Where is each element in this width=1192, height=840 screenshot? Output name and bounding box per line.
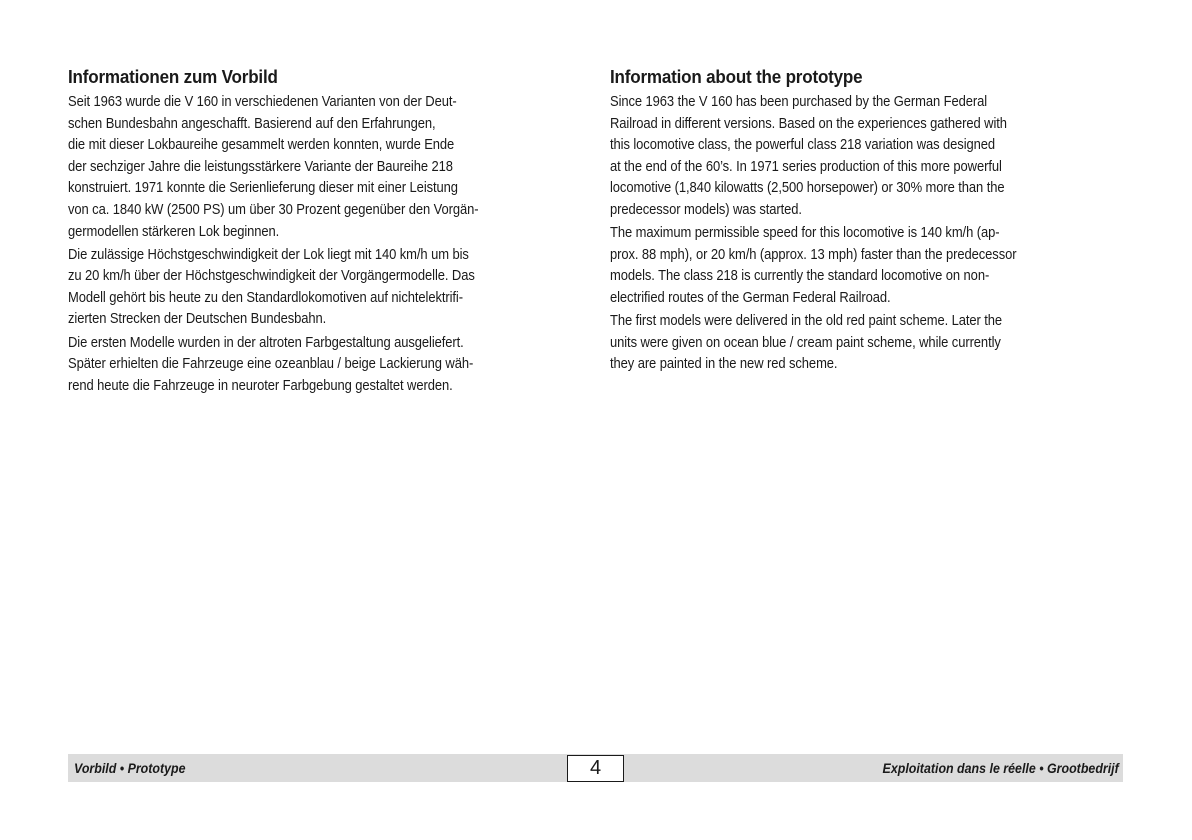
text-line: Die zulässige Höchstgeschwindigkeit der Lok liegt mit 140 km/h um bis <box>68 245 469 263</box>
english-column <box>610 64 1120 375</box>
text-line: locomotive (1,840 kilowatts (2,500 horsepower) or 30% more than the <box>610 179 1005 197</box>
text-line: der sechziger Jahre die leistungsstärkere Variante der Baureihe 218 <box>68 157 453 175</box>
german-paragraph-3 <box>68 332 584 397</box>
text-line: at the end of the 60’s. In 1971 series production of this more powerful <box>610 157 1002 175</box>
text-line: zierten Strecken der Deutschen Bundesbahn. <box>68 310 327 328</box>
text-line: Since 1963 the V 160 has been purchased by the German Federal <box>610 93 988 110</box>
text-line: Später erhielten die Fahrzeuge eine ozeanblau / beige Lackierung wäh- <box>68 355 474 373</box>
text-line: they are painted in the new red scheme. <box>610 355 838 373</box>
text-line: Seit 1963 wurde die V 160 in verschiedenen Varianten von der Deut- <box>68 93 457 110</box>
english-paragraph-3 <box>610 310 1120 375</box>
text-line: this locomotive class, the powerful class 218 variation was designed <box>610 136 996 154</box>
english-paragraph-1 <box>610 91 1120 221</box>
german-column <box>68 64 584 396</box>
text-line: konstruiert. 1971 konnte die Serienlieferung dieser mit einer Leistung <box>68 179 458 197</box>
text-line: The maximum permissible speed for this locomotive is 140 km/h (ap- <box>610 224 1000 242</box>
text-line: units were given on ocean blue / cream paint scheme, while currently <box>610 333 1001 351</box>
text-line: zu 20 km/h über der Höchstgeschwindigkeit der Vorgängermodelle. Das <box>68 267 475 285</box>
text-line: rend heute die Fahrzeuge in neuroter Farbgebung gestaltet werden. <box>68 376 453 394</box>
text-line: Railroad in different versions. Based on the experiences gathered with <box>610 114 1007 132</box>
german-paragraph-2 <box>68 244 584 330</box>
text-line: The first models were delivered in the old red paint scheme. Later the <box>610 311 1003 329</box>
text-line: germodellen stärkeren Lok beginnen. <box>68 222 280 240</box>
text-line: predecessor models) was started. <box>610 200 802 218</box>
text-line: von ca. 1840 kW (2500 PS) um über 30 Prozent gegenüber den Vorgän- <box>68 200 479 218</box>
text-line: electrified routes of the German Federal Railroad. <box>610 288 891 306</box>
text-line: schen Bundesbahn angeschafft. Basierend auf den Erfahrungen, <box>68 114 436 132</box>
german-heading: Informationen zum Vorbild <box>68 66 278 87</box>
text-line: die mit dieser Lokbaureihe gesammelt werden konnten, wurde Ende <box>68 136 455 154</box>
english-paragraph-2 <box>610 222 1120 308</box>
text-line: Modell gehört bis heute zu den Standardlokomotiven auf nichtelektrifi- <box>68 288 463 306</box>
text-line: Die ersten Modelle wurden in der altroten Farbgestaltung ausgeliefert. <box>68 333 464 351</box>
text-line: models. The class 218 is currently the standard locomotive on non- <box>610 267 990 285</box>
german-paragraph-1 <box>68 91 584 242</box>
english-heading: Information about the prototype <box>610 66 863 87</box>
page-number: 4 <box>567 755 624 782</box>
footer-section-right: Exploitation dans le réelle • Grootbedrijf <box>882 761 1119 776</box>
text-line: prox. 88 mph), or 20 km/h (approx. 13 mph) faster than the predecessor <box>610 245 1017 263</box>
footer-section-left: Vorbild • Prototype <box>74 761 186 776</box>
